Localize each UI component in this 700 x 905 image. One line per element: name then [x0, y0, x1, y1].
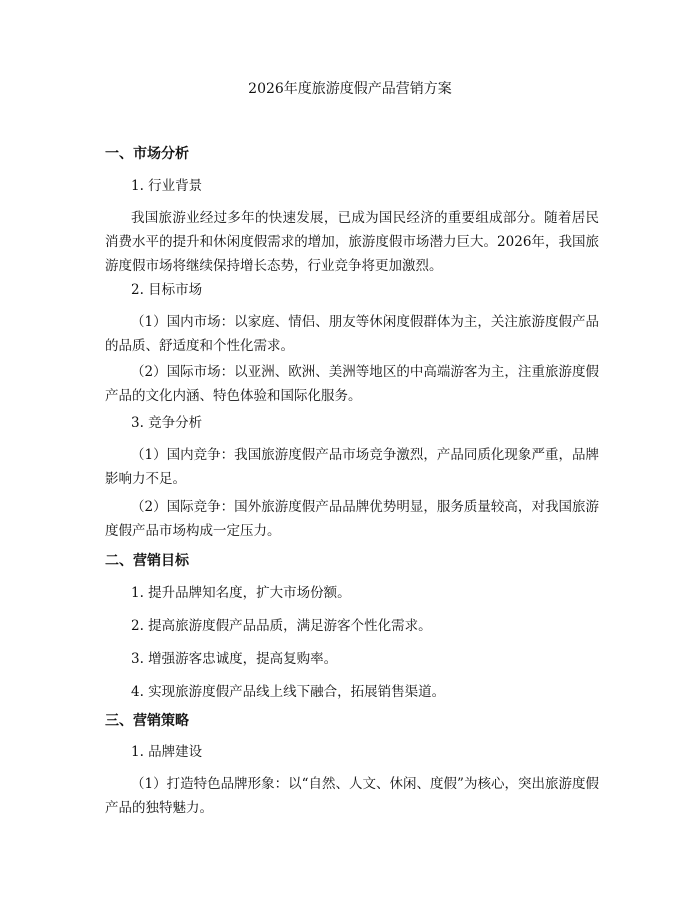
paragraph-international-competition: （2）国际竞争：国外旅游度假产品品牌优势明显，服务质量较高，对我国旅游度假产品市场构成一定压力。: [105, 499, 599, 539]
subheading-industry-background: 1. 行业背景: [131, 178, 203, 194]
section-heading-marketing-strategy: 三、营销策略: [105, 713, 189, 729]
paragraph-industry-background: 我国旅游业经过多年的快速发展，已成为国民经济的重要组成部分。随着居民消费水平的提升和休闲度假需求的增加，旅游度假市场潜力巨大。2026年，我国旅游度假市场将继续保持增长态势，行业竞争将更加激烈。: [105, 210, 599, 274]
list-item-goal-1: 1. 提升品牌知名度，扩大市场份额。: [131, 585, 351, 601]
list-item-goal-2: 2. 提高旅游度假产品品质，满足游客个性化需求。: [131, 618, 432, 634]
list-item-goal-3: 3. 增强游客忠诚度，提高复购率。: [131, 651, 338, 667]
document-title: 2026年度旅游度假产品营销方案: [248, 81, 452, 97]
paragraph-international-market: （2）国际市场：以亚洲、欧洲、美洲等地区的中高端游客为主，注重旅游度假产品的文化内涵、特色体验和国际化服务。: [105, 364, 599, 404]
paragraph-brand-image: （1）打造特色品牌形象：以“自然、人文、休闲、度假”为核心，突出旅游度假产品的独特魅力。: [105, 776, 599, 816]
section-heading-market-analysis: 一、市场分析: [105, 146, 189, 162]
subheading-target-market: 2. 目标市场: [131, 282, 203, 298]
section-heading-marketing-goals: 二、营销目标: [105, 553, 189, 569]
list-item-goal-4: 4. 实现旅游度假产品线上线下融合，拓展销售渠道。: [131, 684, 446, 700]
paragraph-domestic-market: （1）国内市场：以家庭、情侣、朋友等休闲度假群体为主，关注旅游度假产品的品质、舒适度和个性化需求。: [105, 314, 599, 354]
paragraph-domestic-competition: （1）国内竞争：我国旅游度假产品市场竞争激烈，产品同质化现象严重，品牌影响力不足。: [105, 447, 599, 487]
subheading-brand-building: 1. 品牌建设: [131, 744, 203, 760]
subheading-competition-analysis: 3. 竞争分析: [131, 415, 203, 431]
